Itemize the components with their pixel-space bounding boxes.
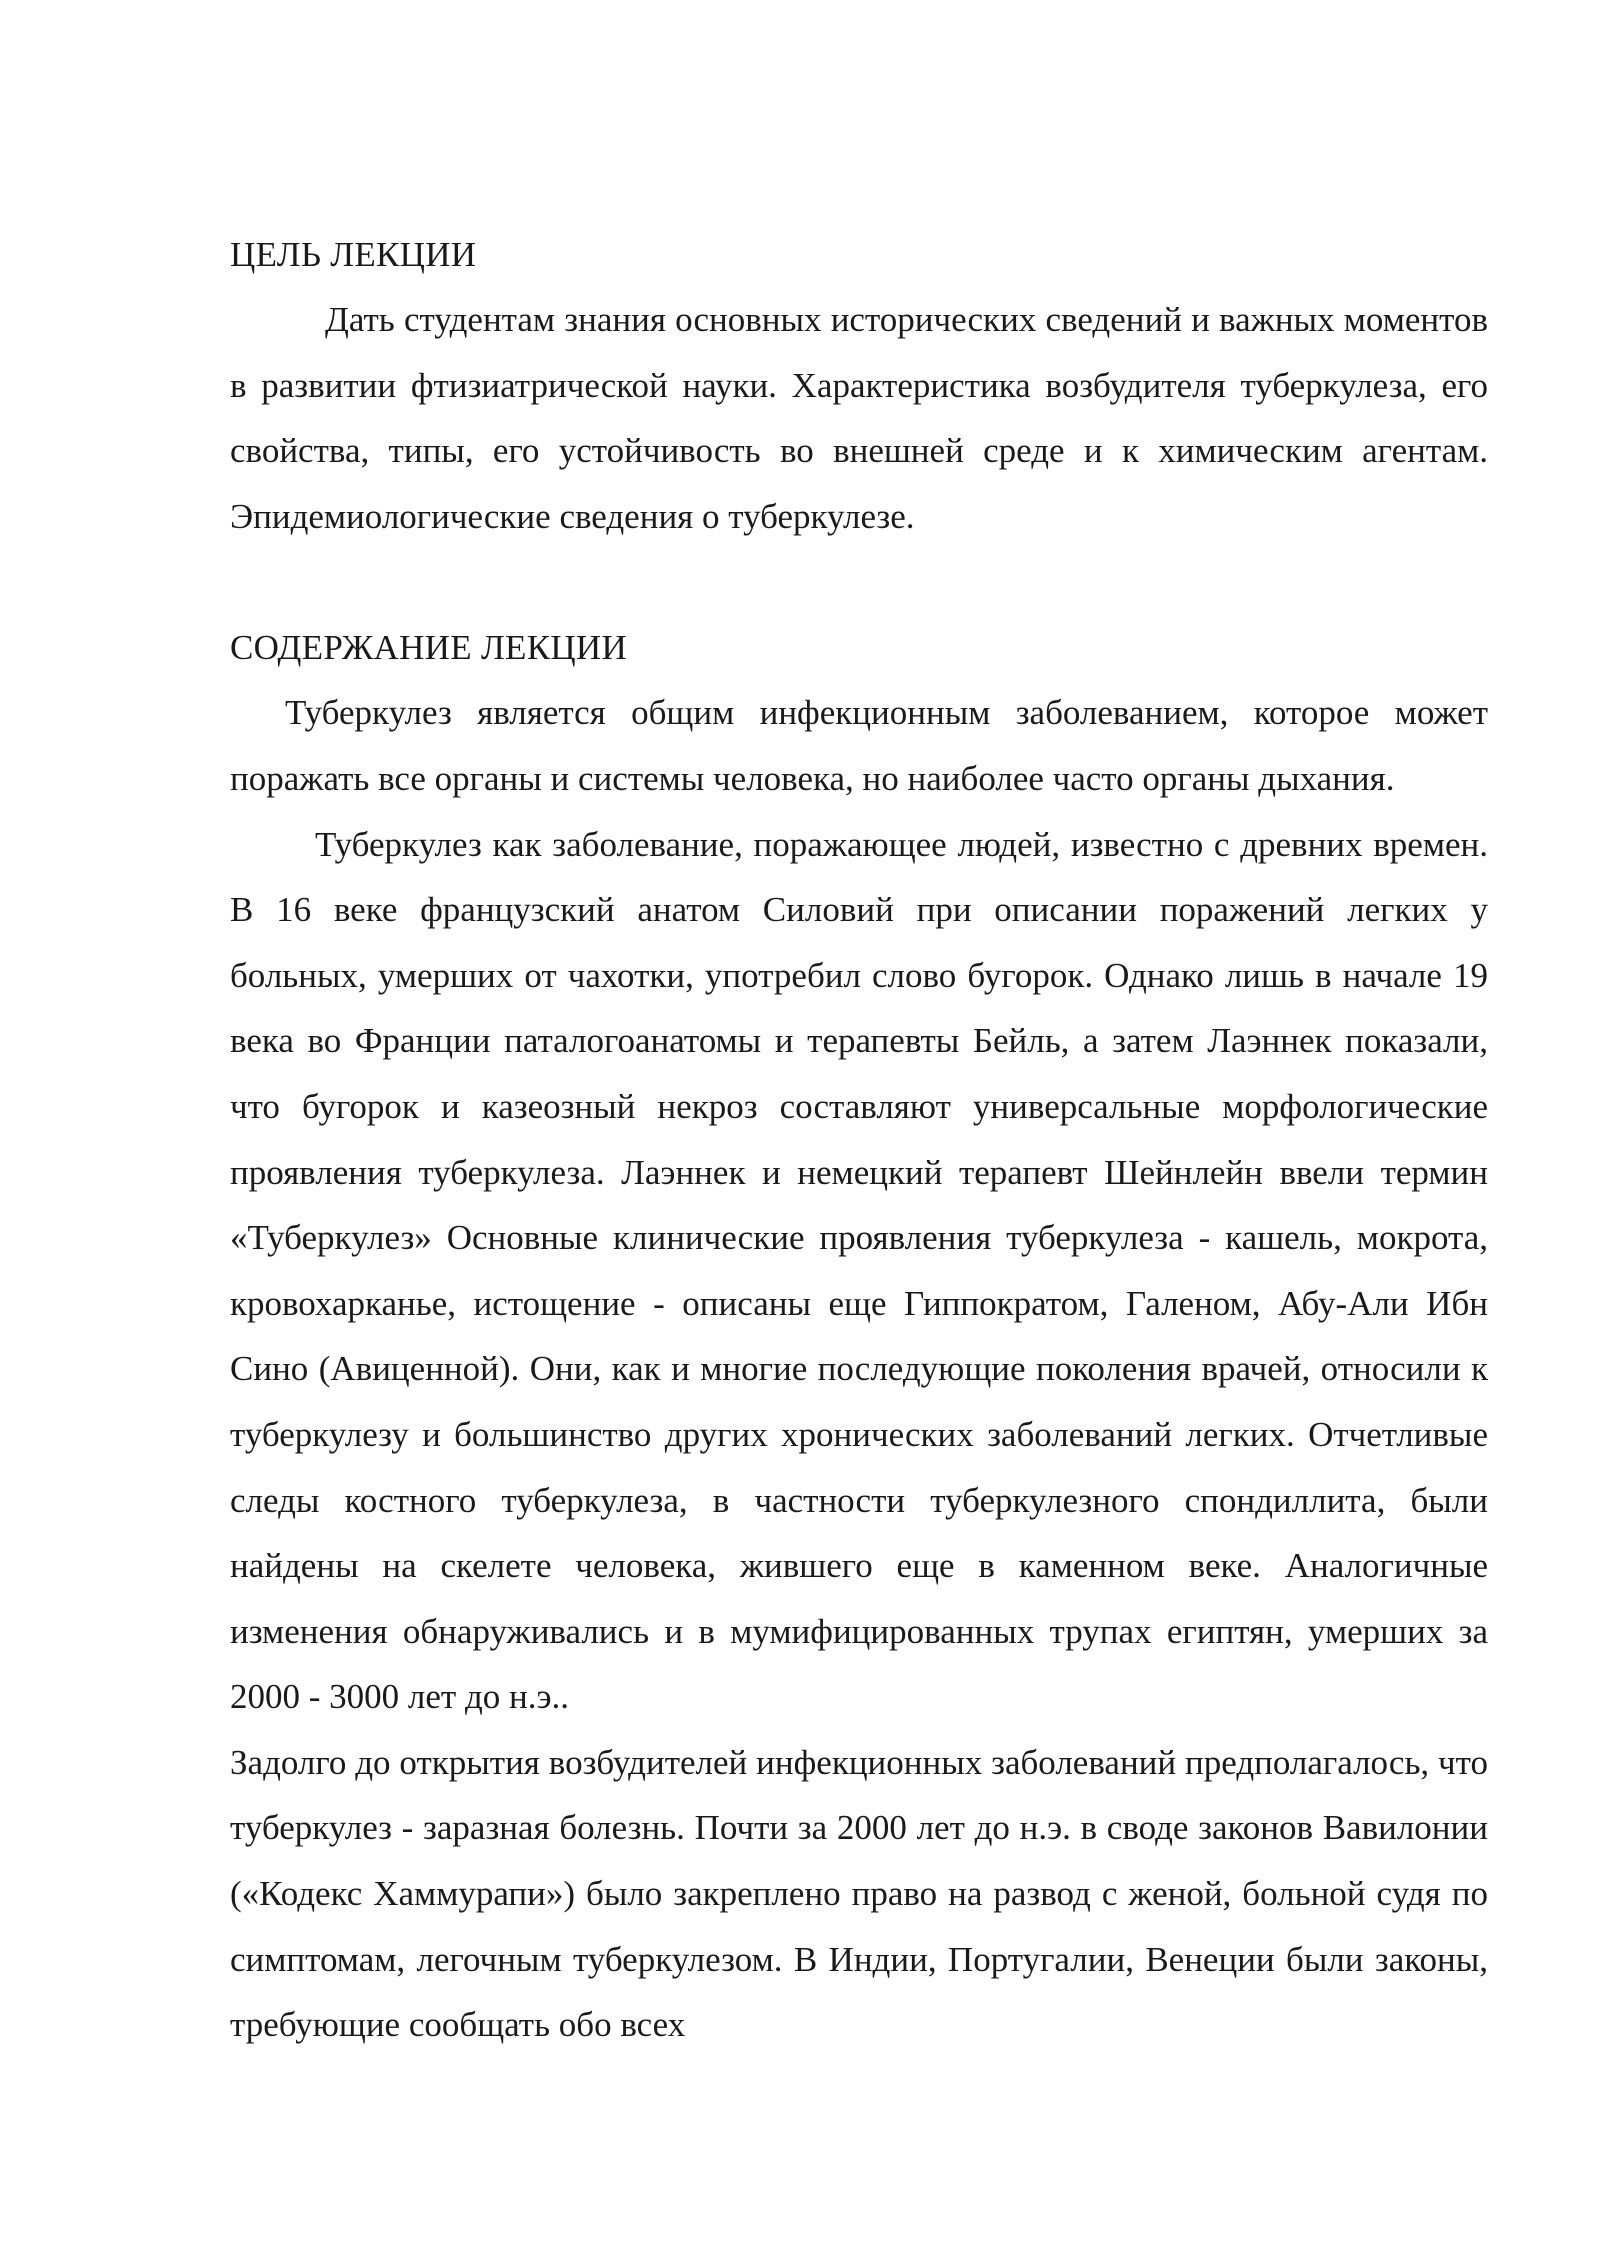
document-page	[230, 222, 1488, 2058]
section-spacer	[230, 549, 1488, 615]
goal-paragraph: Дать студентам знания основных исторических сведений и важных моментов в развитии фтизиатрической науки. Характеристика возбудителя туберкулеза, его свойства, типы, его устойчивость во внешней среде и к химическим агентам. Эпидемиологические сведения о туберкулезе.	[230, 300, 1488, 536]
content-heading: СОДЕРЖАНИЕ ЛЕКЦИИ	[230, 628, 628, 668]
paragraph-2: Туберкулез как заболевание, поражающее людей, известно с древних времен. В 16 веке французский анатом Силовий при описании поражений легких у больных, умерших от чахотки, употребил слово бугорок. Однако лишь в начале 19 века во Франции паталогоанатомы и терапевты Бейль, а затем Лаэннек показали, что бугорок и казеозный некроз составляют универсальные морфологические проявления туберкулеза. Лаэннек и немецкий терапевт Шейнлейн ввели термин «Туберкулез» Основные клинические проявления туберкулеза - кашель, мокрота, кровохарканье, истощение - описаны еще Гиппократом, Галеном, Абу-Али Ибн Сино (Авиценной). Они, как и многие последующие поколения врачей, относили к туберкулезу и большинство других хронических заболеваний легких. Отчетливые следы костного туберкулеза, в частности туберкулезного спондиллита, были найдены на скелете человека, жившего еще в каменном веке. Аналогичные изменения обнаруживались и в мумифицированных трупах египтян, умерших за 2000 - 3000 лет до н.э..	[230, 824, 1488, 1717]
goal-heading: ЦЕЛЬ ЛЕКЦИИ	[230, 235, 477, 274]
paragraph-3: Задолго до открытия возбудителей инфекционных заболеваний предполагалось, что туберкулез - заразная болезнь. Почти за 2000 лет до н.э. в своде законов Вавилонии («Кодекс Хаммурапи») было закреплено право на развод с женой, больной судя по симптомам, легочным туберкулезом. В Индии, Португалии, Венеции были законы, требующие сообщать обо всех	[230, 1742, 1488, 2045]
paragraph-1: Туберкулез является общим инфекционным заболеванием, которое может поражать все органы и системы человека, но наиболее часто органы дыхания.	[230, 693, 1488, 798]
